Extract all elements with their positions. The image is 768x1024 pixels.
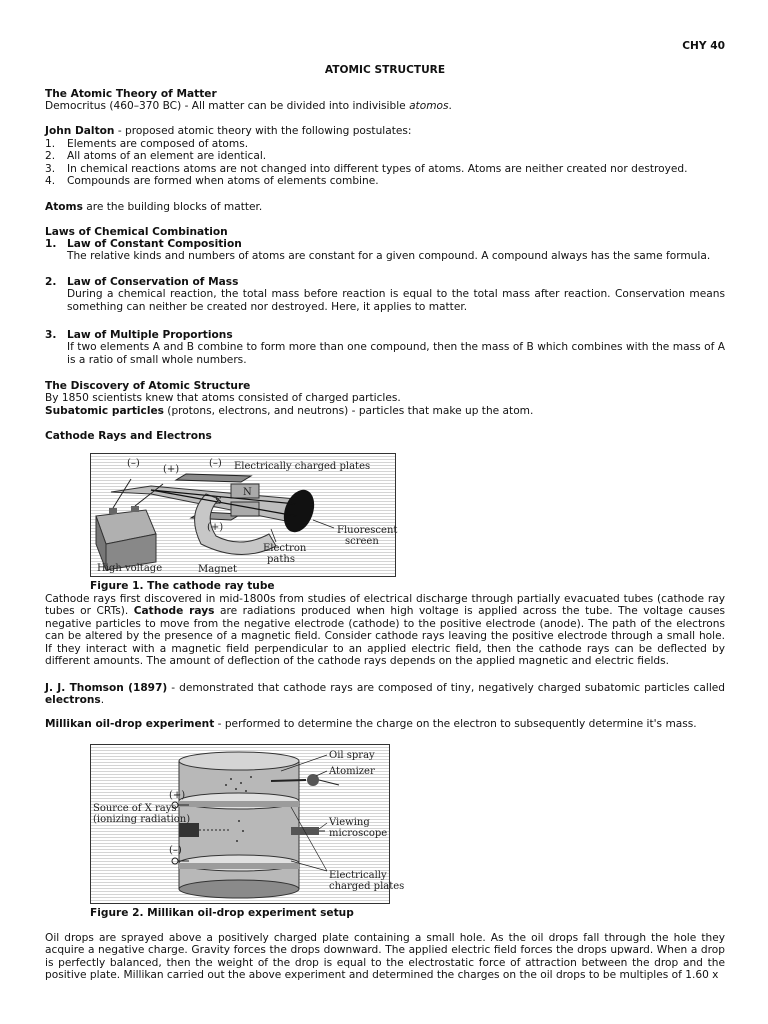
thomson-paragraph: [45, 682, 725, 707]
fig2-label-charged-2: charged plates: [329, 881, 405, 892]
figure-cathode-ray-tube: [90, 453, 396, 577]
list-item: [45, 138, 725, 150]
dalton-postulates-list: [45, 138, 725, 188]
atoms-line: [45, 201, 262, 213]
fig1-label-screen: screen: [345, 536, 379, 547]
fig1-label-paths: paths: [267, 554, 295, 565]
cathode-ray-tube-diagram: [91, 454, 398, 576]
fig1-label-fluorescent: Fluorescent: [337, 525, 398, 536]
fig2-label-atomizer: Atomizer: [329, 766, 375, 777]
electrons-term: electrons: [45, 694, 101, 707]
thomson-name: J. J. Thomson (1897): [45, 682, 168, 694]
atoms-term: Atoms: [45, 201, 83, 213]
fig1-label-electron: Electron: [263, 543, 307, 554]
thomson-text: - demonstrated that cathode rays are composed of tiny, negatively charged subatomic particles called: [167, 682, 726, 694]
list-text: In chemical reactions atoms are not changed into different types of atoms. Atoms are neither created nor destroyed.: [67, 162, 688, 175]
section-heading-discovery: The Discovery of Atomic Structure: [45, 380, 251, 392]
figure-2-caption: Figure 2. Millikan oil-drop experiment setup: [90, 907, 354, 919]
law-multiple-proportions: [45, 329, 725, 366]
dalton-name: John Dalton: [45, 125, 115, 137]
list-item: [45, 163, 725, 175]
atomos-term: atomos: [409, 100, 449, 112]
cathode-paragraph-a: Cathode rays first discovered in mid-1800s from studies of electrical discharge through partially evacuated tubes (cathode ray tubes or CRTs).: [45, 593, 725, 618]
fig2-label-plus: (+): [169, 790, 186, 801]
fig2-label-charged-1: Electrically: [329, 870, 387, 881]
law-number: 1.: [45, 238, 57, 250]
fig1-label-north: N: [243, 487, 252, 498]
dalton-intro-text: - proposed atomic theory with the following postulates:: [114, 125, 412, 137]
millikan-intro: [45, 718, 725, 730]
cathode-paragraph-b: are radiations produced when high voltage is applied across the tube. The voltage causes negative particles to move from the negative electrode (cathode) to the positive electrode (anode). The path of the electrons can be altered by the presence of a magnetic field. Consider cathode rays leaving the positive electrode through a small hole. If they interact with a magnetic field perpendicular to an applied electric field, then the cathode rays can be deflected by different amounts. The amount of deflection of the cathode rays depends on the applied magnetic and electric fields.: [45, 605, 725, 668]
fig1-label-minus-plate: (–): [209, 458, 222, 469]
fig1-label-charged-plates: Electrically charged plates: [234, 461, 371, 472]
millikan-paragraph: Oil drops are sprayed above a positively charged plate containing a small hole. As the oil drops fall through the hole they acquire a negative charge. Gravity forces the drops downward. The applied electric field forces the drops upward. When a drop is perfectly balanced, then the weight of the drop is equal to the electrostatic force of attraction between the drop and the positive plate. Millikan carried out the above experiment and determined the charges on the oil drops to be multiples of 1.60 x: [45, 932, 725, 982]
list-item: [45, 150, 725, 162]
list-number: 3.: [45, 162, 56, 175]
figure-1-caption: Figure 1. The cathode ray tube: [90, 580, 275, 592]
law-text: During a chemical reaction, the total mass before reaction is equal to the total mass after reaction. Conservation means something can neither be created nor destroyed. Here, it applies to matter.: [67, 288, 725, 313]
law-constant-composition: [45, 238, 725, 263]
fig1-label-minus-left: (–): [127, 458, 140, 469]
law-title: Law of Multiple Proportions: [67, 329, 233, 341]
fig1-label-plus-bottom: (+): [207, 522, 224, 533]
atoms-text: are the building blocks of matter.: [82, 201, 263, 213]
section-heading-cathode: Cathode Rays and Electrons: [45, 430, 212, 442]
law-number: 2.: [45, 276, 57, 288]
law-title: Law of Constant Composition: [67, 238, 242, 250]
list-text: All atoms of an element are identical.: [67, 150, 267, 163]
subatomic-line: [45, 405, 533, 417]
law-title: Law of Conservation of Mass: [67, 276, 239, 288]
fig2-label-viewing: Viewing: [329, 817, 370, 828]
fig2-label-microscope: microscope: [329, 828, 388, 839]
dalton-intro: [45, 125, 412, 137]
fig1-label-high-voltage: High voltage: [97, 563, 163, 574]
law-number: 3.: [45, 329, 57, 341]
list-number: 1.: [45, 138, 56, 150]
thomson-end: .: [100, 694, 105, 707]
course-code: CHY 40: [682, 40, 725, 52]
law-text: The relative kinds and numbers of atoms are constant for a given compound. A compound always has the same formula.: [67, 250, 711, 263]
democritus-line: [45, 100, 452, 112]
subatomic-text: (protons, electrons, and neutrons) - particles that make up the atom.: [163, 405, 534, 417]
fig2-label-source-2: (ionizing radiation): [93, 814, 191, 825]
fig1-label-magnet: Magnet: [198, 564, 237, 575]
fig2-label-source-1: Source of X rays: [93, 803, 177, 814]
figure-millikan-setup: [90, 744, 405, 904]
fig2-label-minus: (–): [169, 845, 182, 856]
millikan-diagram: [91, 745, 405, 903]
law-conservation-of-mass: [45, 276, 725, 313]
list-number: 4.: [45, 175, 56, 188]
law-text: If two elements A and B combine to form more than one compound, then the mass of B which combines with the mass of A is a ratio of small whole numbers.: [67, 341, 725, 366]
democritus-text: Democritus (460–370 BC) - All matter can be divided into indivisible: [45, 100, 410, 112]
list-number: 2.: [45, 150, 56, 163]
list-item: [45, 175, 725, 187]
millikan-text: - performed to determine the charge on the electron to subsequently determine it's mass.: [214, 718, 697, 730]
page-title: ATOMIC STRUCTURE: [324, 64, 446, 76]
list-text: Compounds are formed when atoms of elements combine.: [67, 175, 379, 188]
section-heading-atomic-theory: The Atomic Theory of Matter: [45, 88, 217, 100]
list-text: Elements are composed of atoms.: [67, 138, 249, 150]
cathode-paragraph: [45, 593, 725, 667]
discovery-line-1: By 1850 scientists knew that atoms consisted of charged particles.: [45, 392, 401, 404]
cathode-rays-term: Cathode rays: [133, 605, 215, 618]
fig1-label-south: S: [215, 496, 222, 507]
fig2-label-oil-spray: Oil spray: [329, 750, 375, 761]
fig1-label-plus-top: (+): [163, 464, 180, 475]
millikan-name: Millikan oil-drop experiment: [45, 718, 215, 730]
subatomic-term: Subatomic particles: [45, 405, 164, 417]
section-heading-laws: Laws of Chemical Combination: [45, 226, 228, 238]
democritus-end: .: [448, 100, 452, 112]
